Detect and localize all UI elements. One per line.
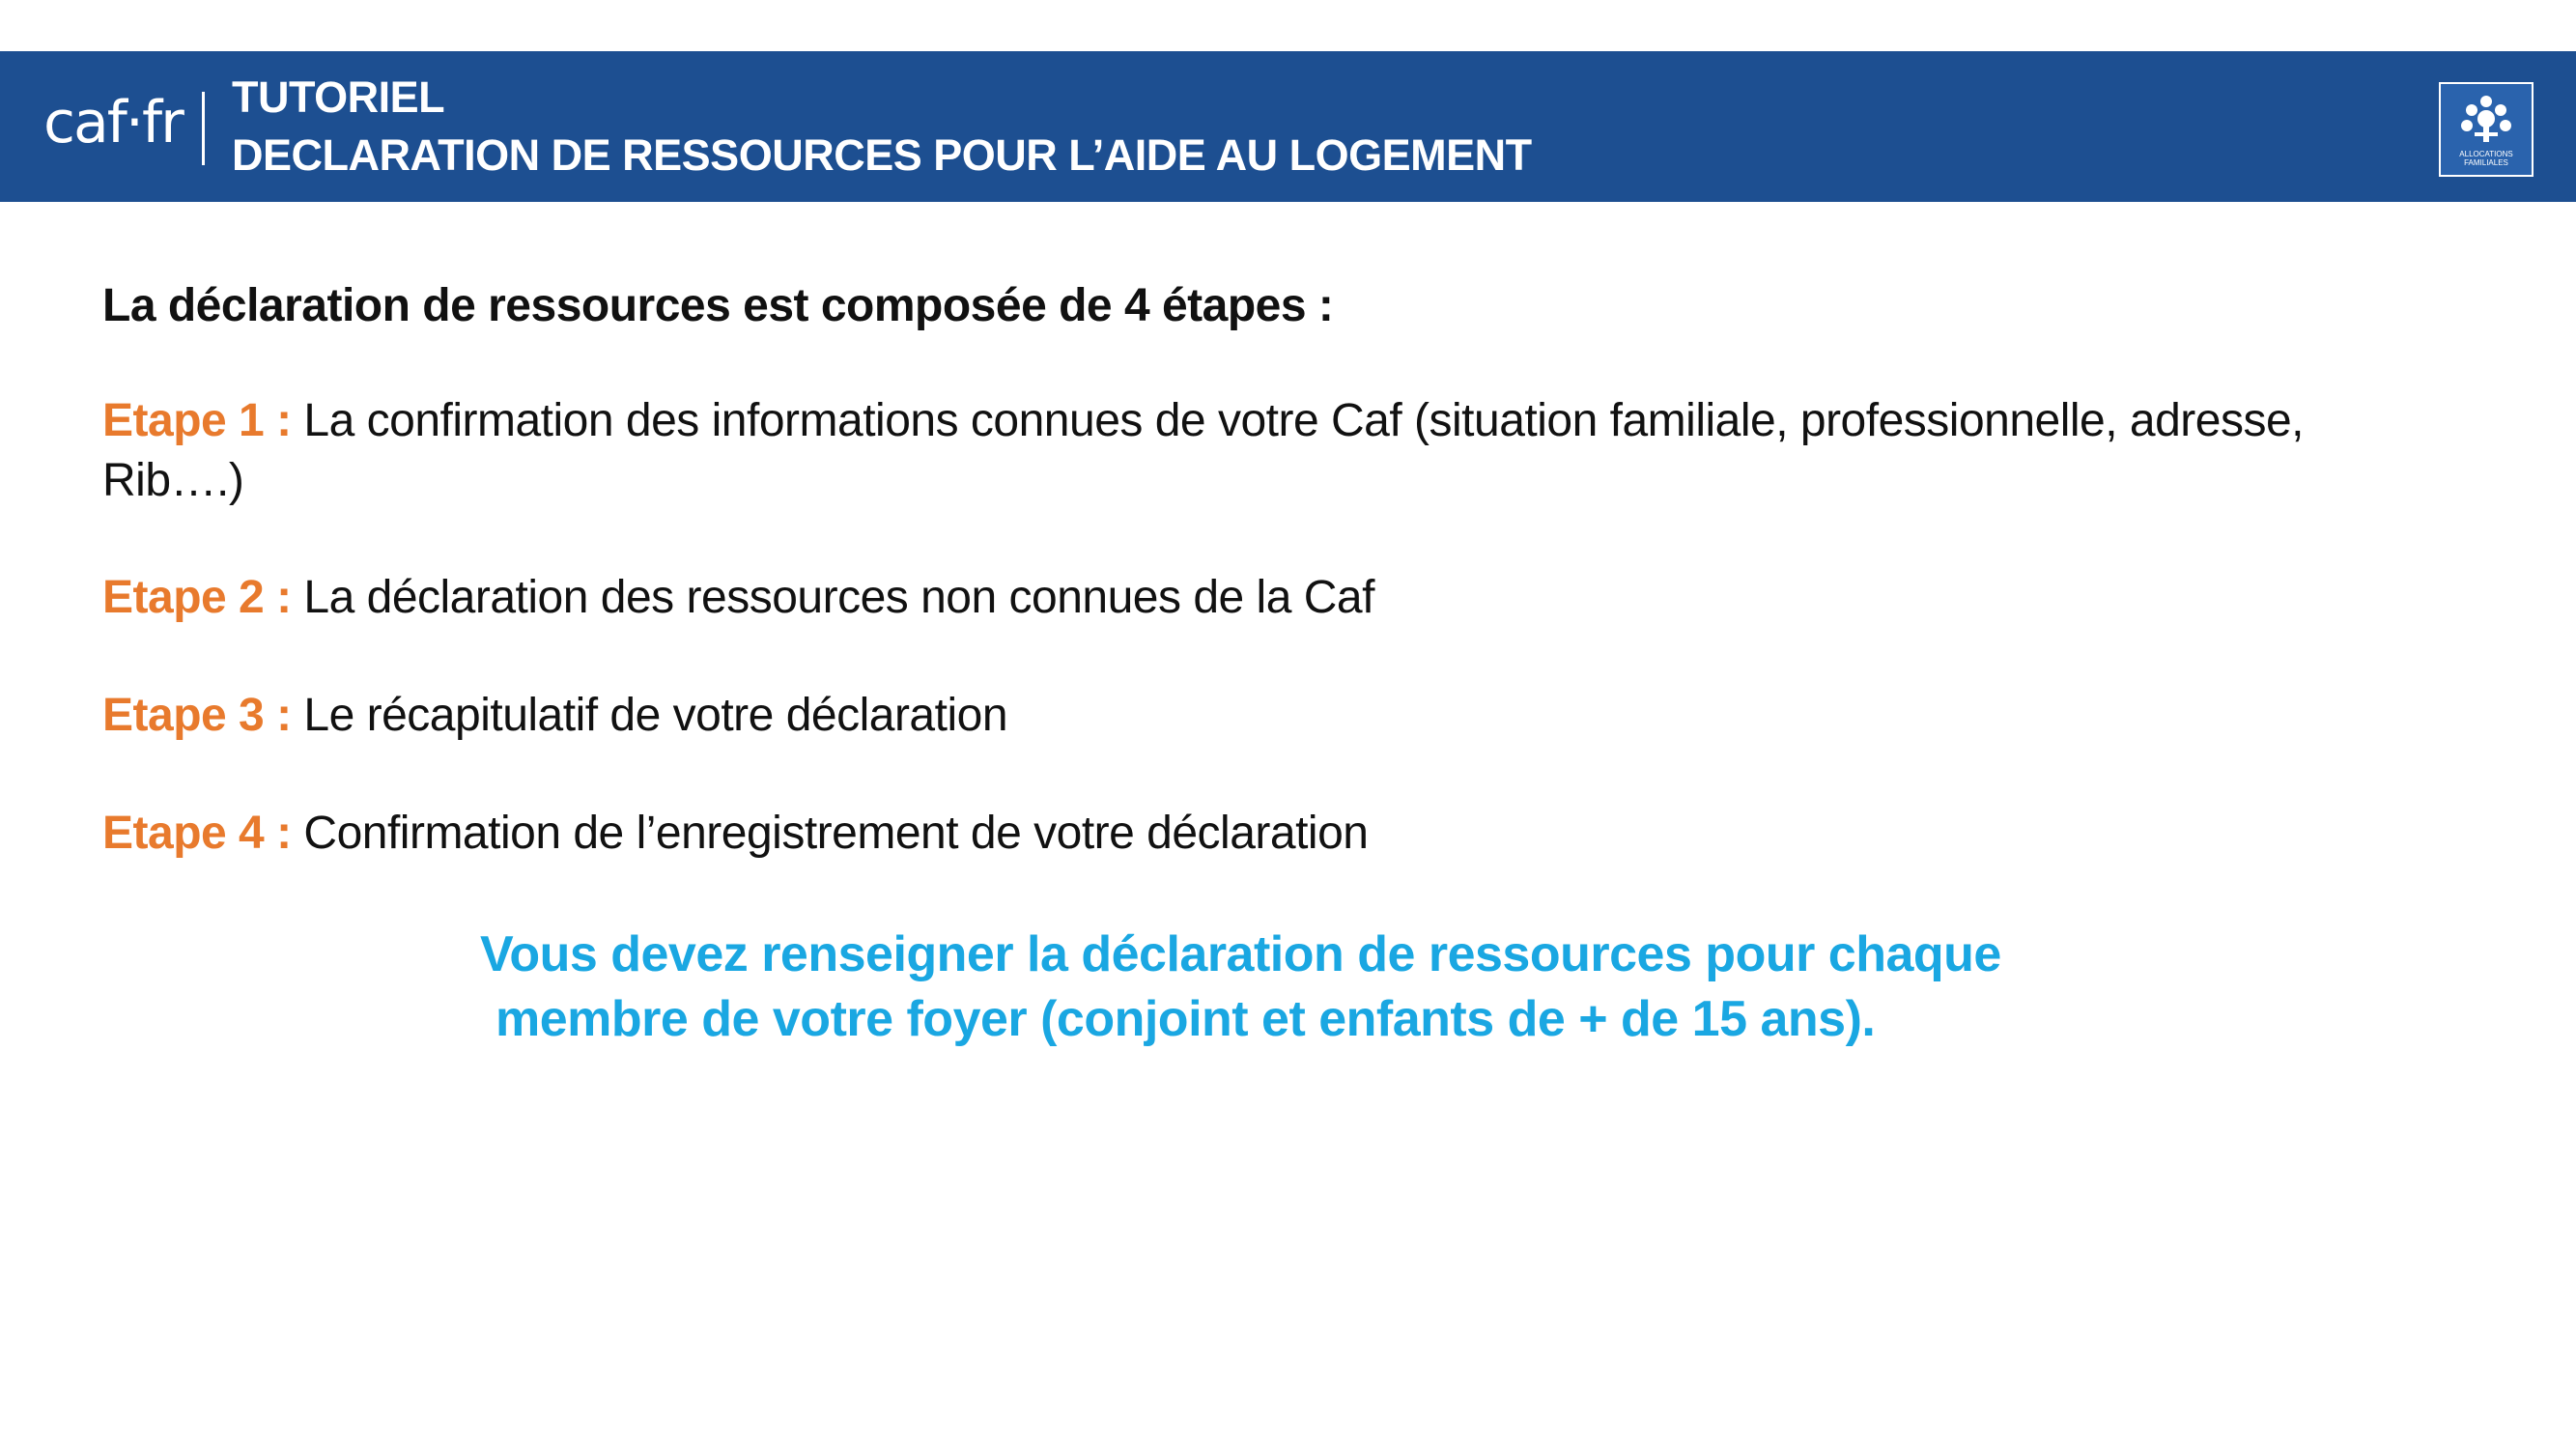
step-3-text: Le récapitulatif de votre déclaration <box>291 690 1008 741</box>
header-banner <box>0 51 2576 202</box>
step-2-text: La déclaration des ressources non connues de la Caf <box>291 572 1374 623</box>
step-1-label: Etape 1 : <box>102 395 292 446</box>
step-4-text: Confirmation de l’enregistrement de votre déclaration <box>291 808 1369 859</box>
step-1-text: La confirmation des informations connues de votre Caf (situation familiale, professionnelle, adresse, <box>291 395 2305 446</box>
step-1-text-continued: Rib….) <box>102 455 244 506</box>
header-title-declaration: DECLARATION DE RESSOURCES POUR L’AIDE AU LOGEMENT <box>232 130 1532 180</box>
step-3 <box>102 686 1007 746</box>
logo-divider <box>202 92 205 165</box>
household-note-line-2: membre de votre foyer (conjoint et enfants de + de 15 ans). <box>495 991 1876 1047</box>
caf-logo: caf·fr <box>43 89 183 156</box>
step-2-label: Etape 2 : <box>102 572 292 623</box>
step-1 <box>102 391 2304 451</box>
emblem-caption: ALLOCATIONS FAMILIALES <box>2459 150 2513 167</box>
intro-text: La déclaration de ressources est composée de 4 étapes : <box>102 280 1334 331</box>
header-title-tutoriel: TUTORIEL <box>232 72 445 122</box>
household-note-line-1: Vous devez renseigner la déclaration de ressources pour chaque <box>480 926 2001 982</box>
step-3-label: Etape 3 : <box>102 690 292 741</box>
allocations-familiales-emblem-icon <box>2439 82 2534 177</box>
step-4 <box>102 804 1368 864</box>
step-2 <box>102 568 1374 628</box>
step-4-label: Etape 4 : <box>102 808 292 859</box>
